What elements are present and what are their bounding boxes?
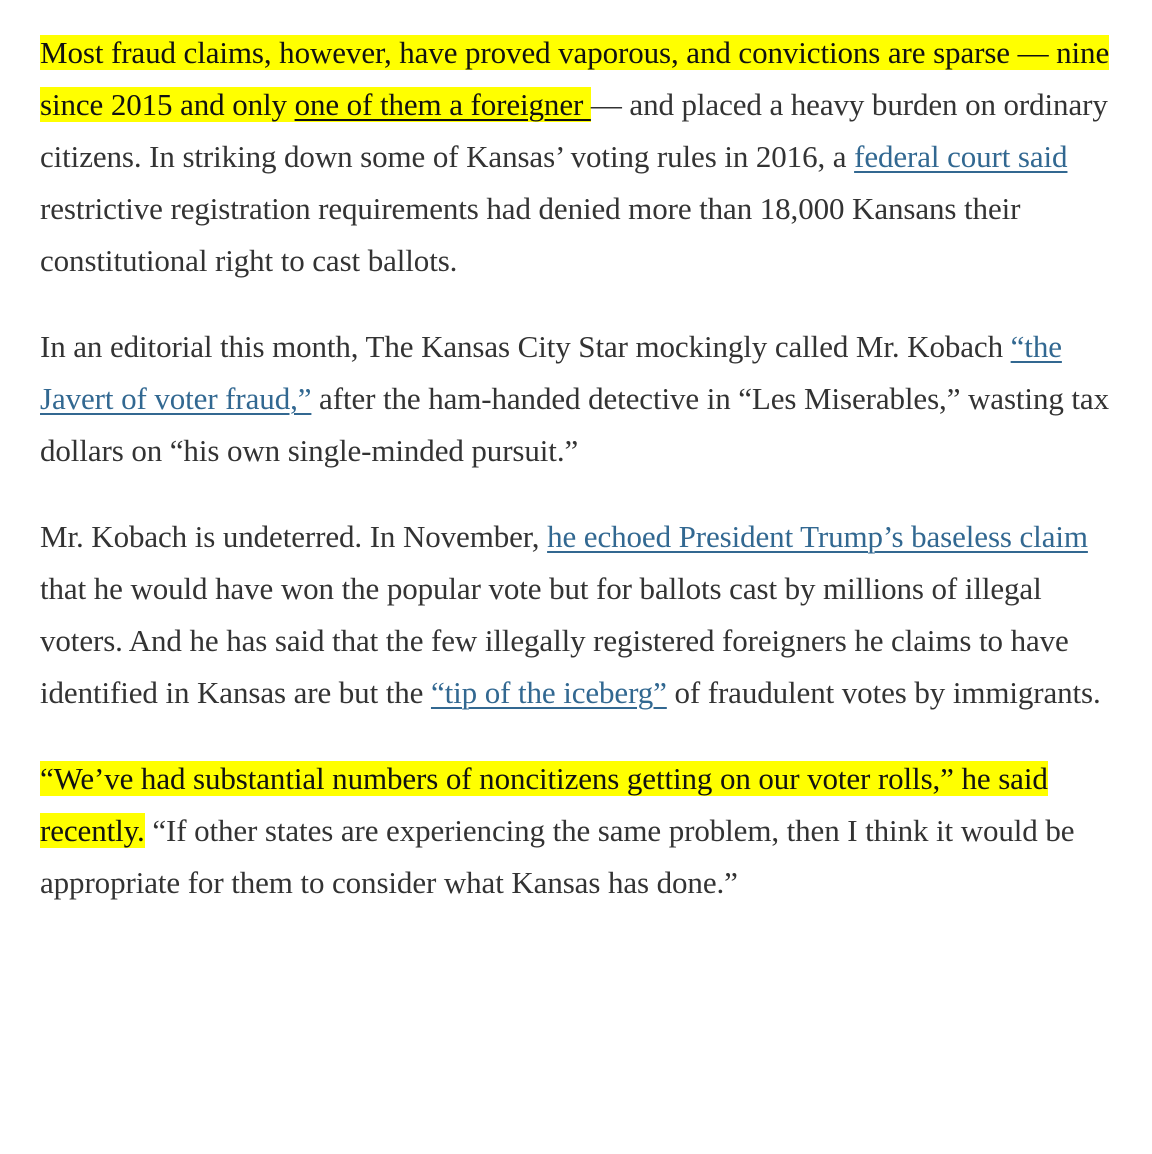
paragraph-editorial [40, 321, 1125, 477]
link-one-of-them-a-foreigner[interactable]: one of them a foreigner [294, 87, 591, 122]
paragraph-text: restrictive registration requirements had denied more than 18,000 Kansans their constitutional right to cast ballots. [40, 191, 1021, 278]
link-federal-court-said[interactable]: federal court said [854, 139, 1068, 174]
link-javert-of-voter-fraud[interactable]: “the Javert of voter fraud,” [40, 329, 1062, 416]
link-baseless-claim[interactable]: he echoed President Trump’s baseless claim [547, 519, 1088, 554]
article-body [40, 27, 1125, 943]
paragraph-text: Mr. Kobach is undeterred. In November, [40, 519, 548, 554]
link-tip-of-the-iceberg[interactable]: “tip of the iceberg” [430, 675, 667, 710]
paragraph-text: after the ham-handed detective in “Les Miserables,” wasting tax dollars on “his own single-minded pursuit.” [40, 381, 1109, 468]
paragraph-text: that he would have won the popular vote but for ballots cast by millions of illegal voters. And he has said that the few illegally registered foreigners he claims to have identified in Kansas are but the [40, 571, 1069, 710]
paragraph-text: — and placed a heavy burden on ordinary citizens. In striking down some of Kansas’ voting rules in 2016, a [40, 87, 1108, 174]
paragraph-text: In an editorial this month, The Kansas City Star mockingly called Mr. Kobach [40, 329, 1011, 364]
highlighted-quote: “We’ve had substantial numbers of noncitizens getting on our voter rolls,” he said recently. [40, 761, 1048, 848]
highlighted-sentence: Most fraud claims, however, have proved vaporous, and convictions are sparse — nine since 2015 and only [40, 35, 1110, 122]
paragraph-undeterred [40, 511, 1125, 719]
paragraph-quote [40, 753, 1125, 909]
paragraph-text: “If other states are experiencing the same problem, then I think it would be appropriate for them to consider what Kansas has done.” [40, 813, 1075, 900]
paragraph-text: of fraudulent votes by immigrants. [666, 675, 1101, 710]
paragraph-fraud-claims [40, 27, 1125, 287]
